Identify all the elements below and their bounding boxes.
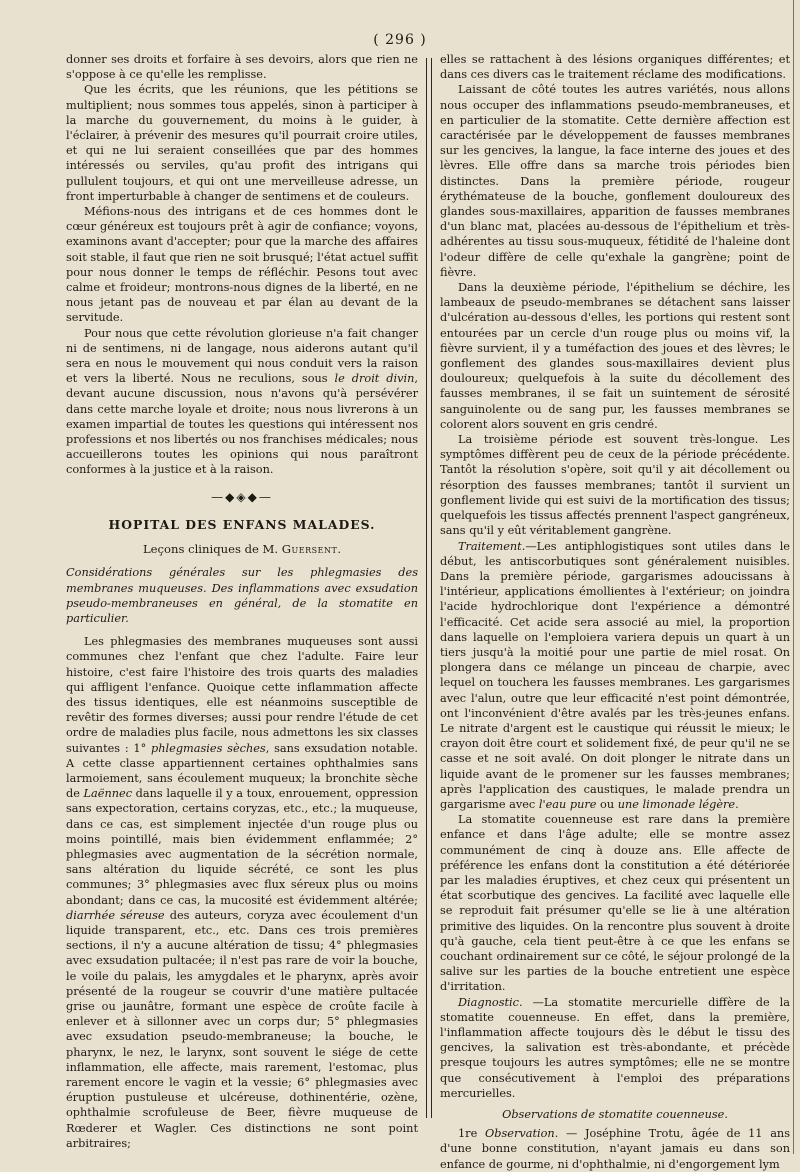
text: , sans exsudation notable. A cette classe appartiennent certaines ophthalmies sans larmoiement, sans écoulement muqueux; la bronchite sèche de	[66, 741, 418, 801]
paragraph: La troisième période est souvent très-longue. Les symptômes diffèrent peu de ceux de la période précédente. Tantôt la résolution s'opère, soit qu'il y ait décollement ou résorption des fausses membranes; tantôt il survient un gonflement livide qui est suivi de la mortification des tissus; quelquefois les tissus affectés prennent l'aspect gangréneux, sans qu'il y eût véritablement gangrène.	[440, 433, 790, 538]
italic-text: Diagnostic.	[458, 995, 523, 1009]
paragraph	[440, 1126, 790, 1172]
text: ou	[596, 797, 618, 811]
text: des auteurs, coryza avec écoulement d'un liquide transparent, etc., etc. Dans ces trois premières sections, il n'y a aucune altération de tissu; 4° phlegmasies avec exsudation pultacée; il n'est pas rare de voir la bouche, le voile du palais, les amygdales et le pharynx, après avoir présenté de la rougeur se couvrir d'une matière pultacée grise ou jaunâtre, formant une espèce de croûte facile à enlever et à sillonner avec un corps dur; 5° phlegmasies avec exsudation pseudo-membraneuse; la bouche, le pharynx, le nez, le larynx, sont souvent le siége de cette inflammation, elle affecte, mais rarement, l'estomac, plus rarement encore le vagin et la vessie; 6° phlegmasies avec éruption pustuleuse et ulcéreuse, dothinentérie, ozène, ophthalmie scrofuleuse de Beer, fièvre muqueuse de Rœderer et Wagler. Ces distinctions ne sont point arbitraires;	[66, 908, 418, 1150]
paragraph: elles se rattachent à des lésions organiques différentes; et dans ces divers cas le traitement réclame des modifications.	[440, 53, 790, 82]
paragraph: Que les écrits, que les réunions, que les pétitions se multiplient; nous sommes tous appelés, sinon à participer à la marche du gouvernement, du moins à le guider, à l'éclairer, à prévenir des mesures qu'il pourrait croire utiles, et qui ne lui seraient conseillées que par des hommes intéressés ou serviles, qu'au profit des intrigans qui pullulent toujours, et qui ont une merveilleuse adresse, un front imperturbable à changer de sentimens et de couleurs.	[66, 83, 418, 203]
italic-text: diarrhée séreuse	[66, 908, 165, 922]
section-title: HOPITAL DES ENFANS MALADES.	[108, 516, 376, 532]
text: 1re	[458, 1127, 485, 1141]
text: Les phlegmasies des membranes muqueuses sont aussi communes chez l'enfant que chez l'adulte. Faire leur histoire, c'est faire l'histoire des trois quarts des maladies qui affligent l'enfance. Quoique cette inflammation affecte des tissus identiques, elle est néanmoins susceptible de revêtir des formes diverses; aussi pour rendre l'étude de cet ordre de maladies plus facile, nous admettons les six classes suivantes : 1°	[66, 635, 418, 755]
text: —La stomatite mercurielle diffère de la stomatite couenneuse. En effet, dans la première, l'inflammation affecte toujours dès le début le tissu des gencives, la salivation est très-abondante, et précède presque toujours les autres symptômes; elle ne se montre que consécutivement à l'emploi des préparations mercurielles.	[440, 995, 790, 1100]
paragraph: Méfions-nous des intrigans et de ces hommes dont le cœur généreux est toujours prêt à agir de confiance; voyons, examinons avant d'accepter; pour que la marche des affaires soit stable, il faut que rien ne soit brusqué; l'état actuel suffit pour nous donner le temps de réfléchir. Pesons tout avec calme et froideur; montrons-nous dignes de la liberté, en ne nous jetant pas de nouveau et par élan au devant de la servitude.	[66, 205, 418, 325]
text: —Les antiphlogistiques sont utiles dans le début, les antiscorbutiques sont généralement nuisibles. Dans la première période, gargarismes adoucissans à l'intérieur, applications émollientes à l'extérieur; on joindra l'acide hydrochlorique dont l'expérience a démontré l'efficacité. Cet acide sera associé au miel, la proportion dans laquelle on l'emploiera variera depuis un quart à un tiers jusqu'à la moitié pour une partie de miel rosat. On plongera dans ce mélange un pinceau de charpie, avec lequel on touchera les fausses membranes. Les gargarismes avec l'alun, outre que leur efficacité n'est point démontrée, ont l'inconvénient d'être avalés par les très-jeunes enfans. Le nitrate d'argent est le caustique qui réussit le mieux; le crayon doit être court et solidement fixé, de peur qu'il ne se casse et ne soit avalé. On doit plonger le nitrate dans un liquide avant de le promener sur les fausses membranes; après l'application des caustiques, le malade prendra un gargarisme avec	[440, 539, 790, 811]
text: .	[735, 797, 739, 811]
italic-text: Observation	[484, 1127, 555, 1141]
left-column	[66, 52, 418, 1151]
italic-text: le droit divin	[334, 372, 415, 386]
text: Leçons cliniques de M.	[142, 542, 282, 557]
column-divider	[426, 58, 432, 1118]
ornament-divider: —◆◈◆—	[211, 489, 273, 504]
italic-heading: Considérations générales sur les phlegmasies des membranes muqueuses. Des inflammations avec exsudation pseudo-membraneuses en général, de la stomatite en particulier.	[66, 566, 418, 625]
text: .	[337, 542, 342, 557]
paragraph: Dans la deuxième période, l'épithelium se déchire, les lambeaux de pseudo-membranes se détachent sans laisser d'ulcération au-dessous d'elles, les portions qui restent sont entourées par un cercle d'un rouge plus ou moins vif, la fièvre survient, il y a tuméfaction des joues et des lèvres; le gonflement des glandes sous-maxillaires devient plus douloureux; quelquefois à la suite du décollement des fausses membranes, il se fait un suintement de sérosité sanguinolente ou de sang pur, les fausses membranes se colorent alors souvent en gris cendré.	[440, 281, 790, 431]
text: . — Joséphine Trotu, âgée de 11 ans d'une bonne constitution, n'ayant jamais eu dans son enfance de gourme, ni d'ophthalmie, ni d'engorgement lym	[440, 1127, 790, 1171]
italic-text: l'eau pure	[538, 797, 597, 811]
paragraph: La stomatite couenneuse est rare dans la première enfance et dans l'âge adulte; elle se montre assez communément de cinq à douze ans. Elle affecte de préférence les enfans dont la constitution a été détériorée par les maladies éruptives, et chez ceux qui présentent un état scorbutique des gencives. La facilité avec laquelle elle se reproduit fait présumer qu'elle se lie à une altération primitive des liquides. On la rencontre plus souvent à droite qu'à gauche, cela tient peut-être à ce que les enfans se couchant ordinairement sur ce côté, le séjour prolongé de la salive sur les parties de la bouche entretient une espèce d'irritation.	[440, 813, 790, 994]
italic-text: Laënnec	[83, 787, 133, 801]
paragraph: donner ses droits et forfaire à ses devoirs, alors que rien ne s'oppose à ce qu'elle les remplisse.	[66, 53, 418, 82]
page-edge-line	[793, 0, 794, 1154]
paragraph	[66, 634, 418, 1151]
italic-text: phlegmasies sèches	[151, 741, 266, 755]
observations-title: Observations de stomatite couenneuse.	[502, 1108, 728, 1122]
author-name: Guersent	[281, 542, 338, 557]
paragraph: Laissant de côté toutes les autres variétés, nous allons nous occuper des inflammations pseudo-membraneuses, et en particulier de la stomatite. Cette dernière affection est caractérisée par le développement de fausses membranes sur les gencives, la langue, la face interne des joues et des lèvres. Elle offre dans sa marche trois périodes bien distinctes. Dans la première période, rougeur érythémateuse de la bouche, gonflement douloureux des glandes sous-maxillaires, apparition de fausses membranes d'un blanc mat, placées au-dessous de l'épithelium et très-adhérentes au tissu sous-muqueux, fétidité de l'haleine dont l'odeur diffère de celle qu'exhale la gangrène; point de fièvre.	[440, 83, 790, 279]
paragraph	[440, 539, 790, 813]
text: dans laquelle il y a toux, enrouement, oppression sans expectoration, certains coryzas, etc., etc.; la muqueuse, dans ce cas, est simplement injectée d'un rouge plus ou moins pointillé, mais bien évidemment enflammée; 2° phlegmasies avec augmentation de la sécrétion normale, sans altération du liquide sécrété, ce sont les plus communes; 3° phlegmasies avec flux séreux plus ou moins abondant; dans ce cas, la mucosité est évidemment altérée;	[66, 787, 418, 907]
right-column	[440, 52, 790, 1172]
page-number: ( 296 )	[373, 32, 427, 48]
italic-text: une limonade légère	[617, 797, 736, 811]
lecture-subtitle	[66, 542, 418, 557]
italic-text: Traitement.	[458, 539, 526, 553]
text: Pour nous que cette révolution glorieuse n'a fait changer ni de sentimens, ni de langage, nous aiderons autant qu'il sera en nous le mouvement qui nous conduit vers la raison et vers la liberté. Nous ne reculions, sous	[66, 326, 418, 386]
text: , devant aucune discussion, nous n'avons qu'à persévérer dans cette marche loyale et droite; nous nous livrerons à un examen impartial de toutes les questions qui intéressent nos professions et nos libertés ou nos franchises médicales; nous accueillerons toutes les opinions qui nous paraîtront conformes à la justice et à la raison.	[66, 372, 418, 477]
paragraph	[440, 995, 790, 1101]
paragraph	[66, 326, 418, 478]
